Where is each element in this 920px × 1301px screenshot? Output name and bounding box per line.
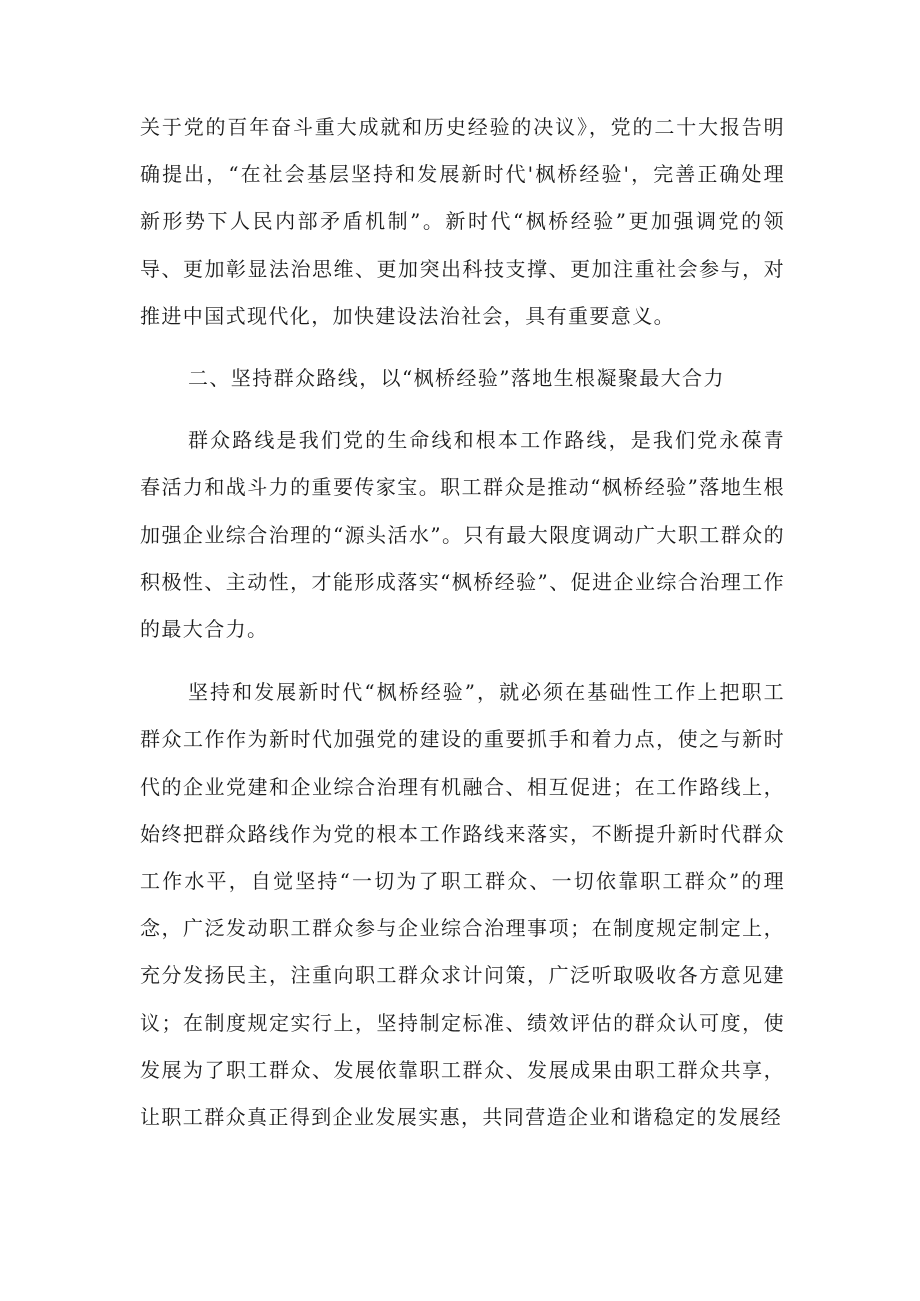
- section-heading-mass-line: 二、坚持群众路线，以“枫桥经验”落地生根凝聚最大合力: [188, 366, 725, 391]
- paragraph-mass-line-lifeline: 群众路线是我们党的生命线和根本工作路线，是我们党永葆青春活力和战斗力的重要传家宝。职工群众是推动“枫桥经验”落地生根加强企业综合治理的“源头活水”。只有最大限度调动广大职工群众的积极性、主动性，才能形成落实“枫桥经验”、促进企业综合治理工作的最大合力。: [140, 428, 785, 642]
- document-body: [140, 104, 785, 1141]
- paragraph-fengqiao-development: 坚持和发展新时代“枫桥经验”，就必须在基础性工作上把职工群众工作作为新时代加强党的建设的重要抓手和着力点，使之与新时代的企业党建和企业综合治理有机融合、相互促进；在工作路线上，始终把群众路线作为党的根本工作路线来落实，不断提升新时代群众工作水平，自觉坚持“一切为了职工群众、一切依靠职工群众”的理念，广泛发动职工群众参与企业综合治理事项；在制度规定制定上，充分发扬民主，注重向职工群众求计问策，广泛听取吸收各方意见建议；在制度规定实行上，坚持制定标准、绩效评估的群众认可度，使发展为了职工群众、发展依靠职工群众、发展成果由职工群众共享，让职工群众真正得到企业发展实惠，共同营造企业和谐稳定的发展经: [140, 680, 785, 1130]
- paragraph-resolution-continuation: 关于党的百年奋斗重大成就和历史经验的决议》，党的二十大报告明确提出，“在社会基层坚持和发展新时代'枫桥经验'，完善正确处理新形势下人民内部矛盾机制”。新时代“枫桥经验”更加强调党的领导、更加彰显法治思维、更加突出科技支撑、更加注重社会参与，对推进中国式现代化，加快建设法治社会，具有重要意义。: [140, 115, 785, 328]
